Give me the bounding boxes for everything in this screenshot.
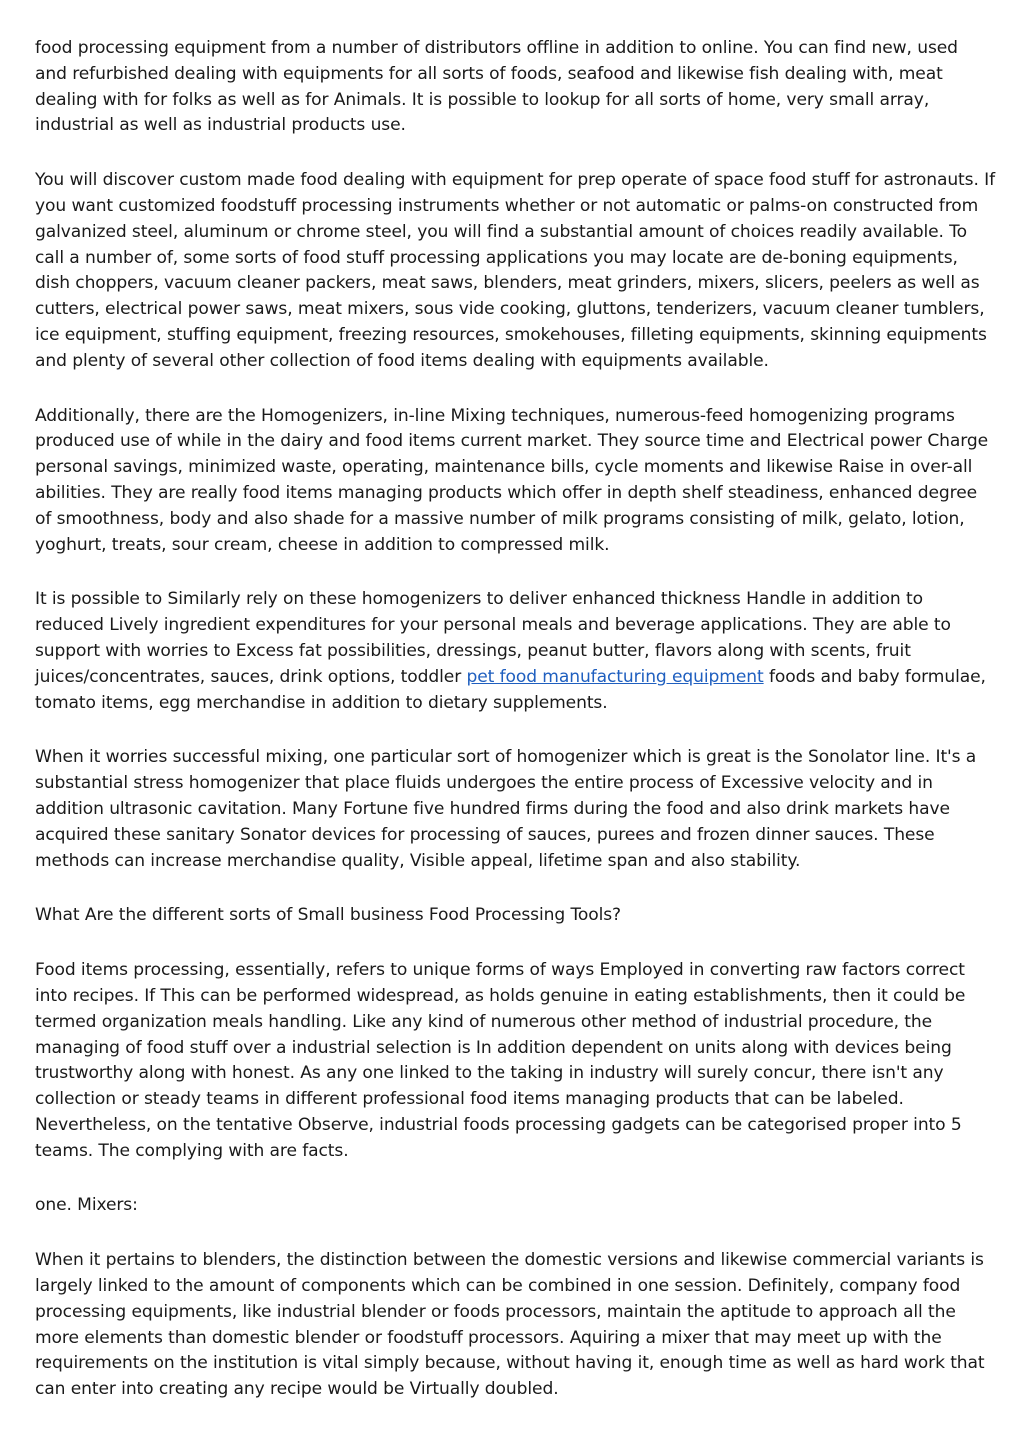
paragraph-homogenizers: Additionally, there are the Homogenizers, in-line Mixing techniques, numerous-feed homogenizing programs produced use of while in the dairy and food items current market. They source time and Electrical power Charge personal savings, minimized waste, operating, maintenance bills, cycle moments and likewise Raise in over-all abilities. They are really food items managing products which offer in depth shelf steadiness, enhanced degree of smoothness, body and also shade for a massive number of milk programs consisting of milk, gelato, lotion, yoghurt, treats, sour cream, cheese in addition to compressed milk.	[35, 405, 989, 555]
paragraph-blenders: When it pertains to blenders, the distinction between the domestic versions and likewise commercial variants is largely linked to the amount of components which can be combined in one session. Definitely, company food processing equipments, like industrial blender or foods processors, maintain the aptitude to approach all the more elements than domestic blender or foodstuff processors. Aquiring a mixer that may meet up with the requirements on the institution is vital simply because, without having it, enough time as well as hard work that can enter into creating any recipe would be Virtually doubled.	[35, 1250, 985, 1400]
section-heading-tools: What Are the different sorts of Small business Food Processing Tools?	[35, 905, 622, 926]
paragraph-custom-equipment: You will discover custom made food dealing with equipment for prep operate of space food stuff for astronauts. If you want customized foodstuff processing instruments whether or not automatic or palms-on constructed from galvanized steel, aluminum or chrome steel, you will find a substantial amount of choices readily available. To call a number of, some sorts of food stuff processing applications you may locate are de-boning equipments, dish choppers, vacuum cleaner packers, meat saws, blenders, meat grinders, mixers, slicers, peelers as well as cutters, electrical power saws, meat mixers, sous vide cooking, gluttons, tenderizers, vacuum cleaner tumblers, ice equipment, stuffing equipment, freezing resources, smokehouses, filleting equipments, skinning equipments and plenty of several other collection of food items dealing with equipments available.	[35, 170, 995, 371]
paragraph-food-processing: Food items processing, essentially, refers to unique forms of ways Employed in converting raw factors correct into recipes. If This can be performed widespread, as holds genuine in eating establishments, then it could be termed organization meals handling. Like any kind of numerous other method of industrial procedure, the managing of food stuff over a industrial selection is In addition dependent on units along with devices being trustworthy along with honest. As any one linked to the taking in industry will surely concur, there isn't any collection or steady teams in different professional food items managing products that can be labeled. Nevertheless, on the tentative Observe, industrial foods processing gadgets can be categorised proper into 5 teams. The complying with are facts.	[35, 960, 966, 1161]
document-body	[35, 36, 995, 1432]
paragraph-text-before-link: It is possible to Similarly rely on these homogenizers to deliver enhanced thickness Handle in addition to reduced Lively ingredient expenditures for your personal meals and beverage applications. They are able to support with worries to Excess fat possibilities, dressings, peanut butter, flavors along with scents, fruit juices/concentrates, sauces, drink options, toddler	[35, 589, 951, 687]
paragraph-intro: food processing equipment from a number of distributors offline in addition to online. You can find new, used and refurbished dealing with equipments for all sorts of foods, seafood and likewise fish dealing with, meat dealing with for folks as well as for Animals. It is possible to lookup for all sorts of home, very small array, industrial as well as industrial products use.	[35, 38, 958, 136]
paragraph-text-after-link: foods and baby formulae, tomato items, egg merchandise in addition to dietary supplements.	[35, 666, 986, 713]
pet-food-equipment-link[interactable]: pet food manufacturing equipment	[466, 666, 764, 687]
list-heading-mixers: one. Mixers:	[35, 1195, 138, 1216]
paragraph-thickness-control	[35, 587, 995, 716]
paragraph-sonolator: When it worries successful mixing, one particular sort of homogenizer which is great is the Sonolator line. It's a substantial stress homogenizer that place fluids undergoes the entire process of Excessive velocity and in addition ultrasonic cavitation. Many Fortune five hundred firms during the food and also drink markets have acquired these sanitary Sonator devices for processing of sauces, purees and frozen dinner sauces. These methods can increase merchandise quality, Visible appeal, lifetime span and also stability.	[35, 747, 977, 871]
